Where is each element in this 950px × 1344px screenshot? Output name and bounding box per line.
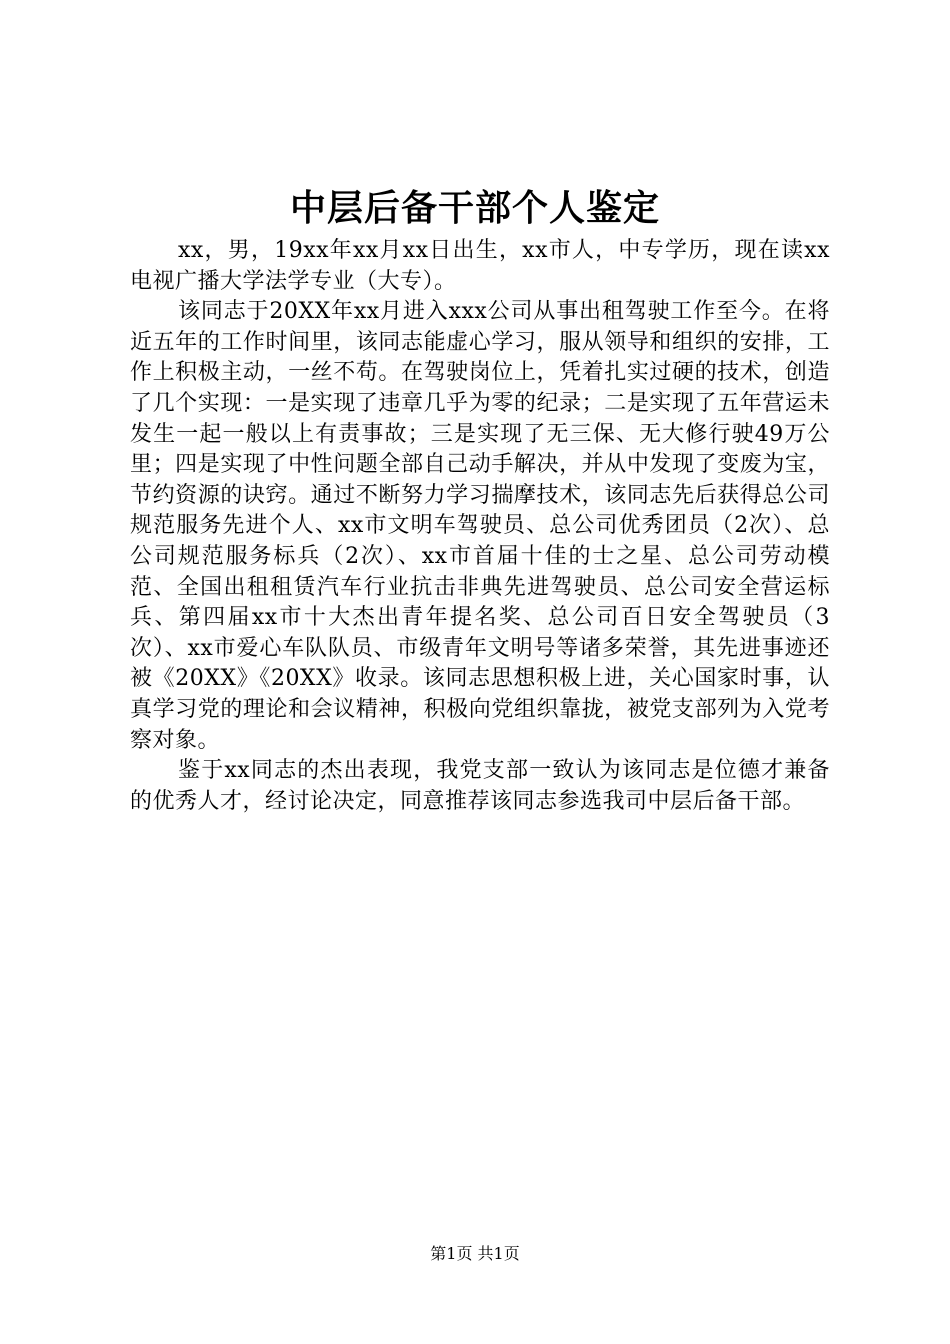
paragraph-recommendation: 鉴于xx同志的杰出表现，我党支部一致认为该同志是位德才兼备的优秀人才，经讨论决定，同意推荐该同志参选我司中层后备干部。 bbox=[130, 758, 830, 814]
page-footer: 第1页 共1页 bbox=[430, 1244, 520, 1263]
paragraph-personal-info: xx，男，19xx年xx月xx日出生，xx市人，中专学历，现在读xx电视广播大学法学专业（大专）。 bbox=[130, 238, 830, 294]
paragraph-work-record: 该同志于20XX年xx月进入xxx公司从事出租驾驶工作至今。在将近五年的工作时间里，该同志能虚心学习，服从领导和组织的安排，工作上积极主动，一丝不苟。在驾驶岗位上，凭着扎实过硬的技术，创造了几个实现：一是实现了违章几乎为零的纪录；二是实现了五年营运未发生一起一般以上有责事故；三是实现了无三保、无大修行驶49万公里；四是实现了中性问题全部自己动手解决，并从中发现了变废为宝，节约资源的诀窍。通过不断努力学习揣摩技术，该同志先后获得总公司规范服务先进个人、xx市文明车驾驶员、总公司优秀团员（2次）、总公司规范服务标兵（2次）、xx市首届十佳的士之星、总公司劳动模范、全国出租租赁汽车行业抗击非典先进驾驶员、总公司安全营运标兵、第四届xx市十大杰出青年提名奖、总公司百日安全驾驶员（3次）、xx市爱心车队队员、市级青年文明号等诸多荣誉，其先进事迹还被《20XX》《20XX》收录。该同志思想积极上进，关心国家时事，认真学习党的理论和会议精神，积极向党组织靠拢，被党支部列为入党考察对象。 bbox=[130, 299, 830, 753]
document-title: 中层后备干部个人鉴定 bbox=[289, 187, 660, 229]
document-body bbox=[130, 236, 830, 817]
